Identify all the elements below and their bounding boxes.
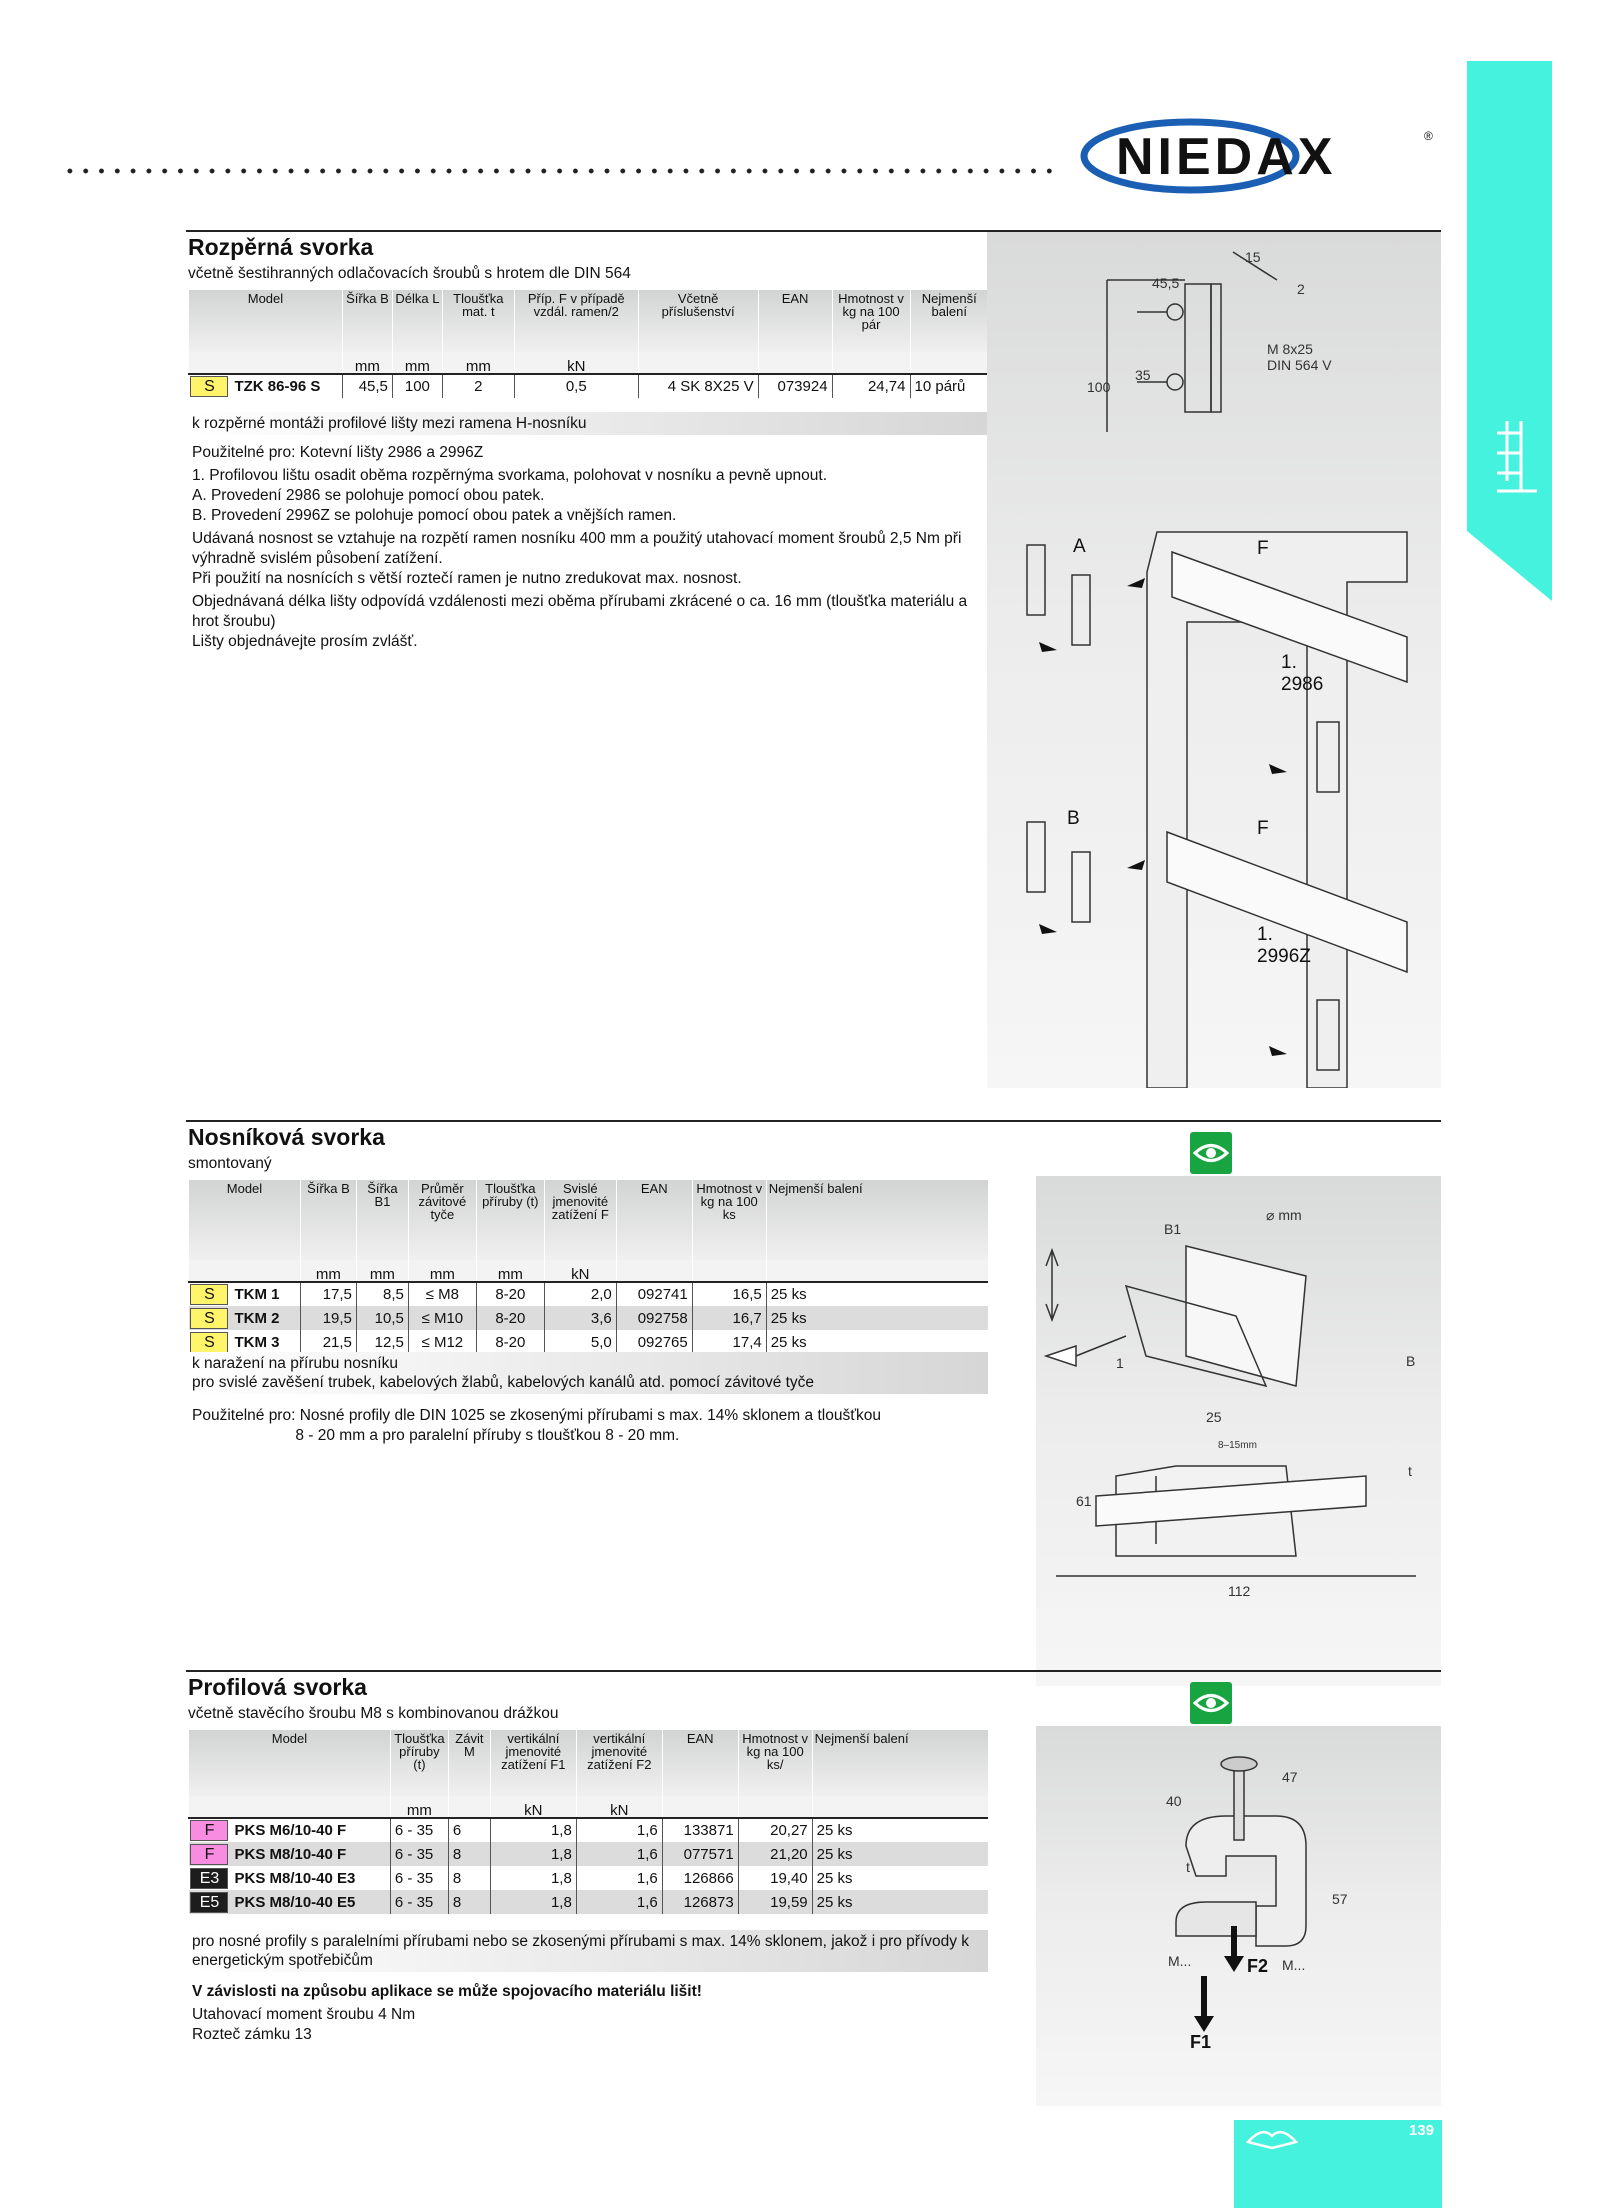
col-header: Hmotnost v kg na 100 ks (692, 1180, 766, 1260)
section-rozperna-svorka (186, 230, 1441, 1090)
section-subtitle: včetně stavěcího šroubu M8 s kombinovanou drážkou (188, 1705, 559, 1722)
col-header: vertikální jmenovité zatížení F1 (490, 1730, 576, 1796)
tray-icon (1242, 2120, 1302, 2160)
col-header: Model (189, 1730, 391, 1796)
table-row: E3 PKS M8/10-40 E3 6 - 35 8 1,8 1,6 126866 19,40 25 ks (189, 1866, 989, 1890)
eye-icon[interactable] (1190, 1132, 1232, 1174)
model-cell: TKM 2 (230, 1306, 300, 1330)
section-nosnikova-svorka (186, 1120, 1441, 1640)
dim-label: 25 (1206, 1409, 1222, 1425)
unit: mm (392, 352, 442, 374)
force-label: F (1257, 818, 1269, 839)
dim-label: 1 (1116, 1355, 1124, 1371)
dim-label: B1 (1164, 1221, 1182, 1237)
spec-table (188, 1180, 988, 1354)
dim-label: 35 (1135, 367, 1151, 383)
table-row: F PKS M6/10-40 F 6 - 35 6 1,8 1,6 133871 20,27 25 ks (189, 1818, 989, 1842)
product-figure (1036, 1176, 1441, 1686)
unit: kN (514, 352, 638, 374)
table-row: S TKM 2 19,5 10,5 ≤ M10 8-20 3,6 092758 16,7 25 ks (189, 1306, 989, 1330)
dim-label: 57 (1332, 1891, 1348, 1907)
variant-a-label: A (1073, 536, 1086, 557)
col-header: EAN (662, 1730, 738, 1796)
dim-label: B (1406, 1353, 1416, 1369)
col-header: vertikální jmenovité zatížení F2 (576, 1730, 662, 1796)
unit: kN (544, 1260, 616, 1282)
availability-tag: F (190, 1820, 228, 1841)
part-label: 2996Z (1257, 946, 1311, 967)
spec-table (188, 290, 988, 398)
unit: mm (408, 1260, 476, 1282)
page-number: 139 (1408, 2122, 1434, 2139)
brand-name: NIEDAX (1116, 128, 1337, 186)
section-title: Rozpěrná svorka (188, 234, 374, 260)
screw-label: M 8x25 (1267, 341, 1313, 357)
unit: mm (390, 1796, 448, 1818)
dotted-rule (62, 168, 1062, 174)
din-label: DIN 564 V (1267, 357, 1332, 373)
usage-band: k rozpěrné montáži profilové lišty mezi ramena H-nosníku (188, 412, 988, 435)
col-header: Hmotnost v kg na 100 pár (832, 290, 910, 352)
col-header: EAN (616, 1180, 692, 1260)
col-header: Šířka B (300, 1180, 356, 1260)
col-header: Tloušťka příruby (t) (476, 1180, 544, 1260)
col-header: EAN (758, 290, 832, 352)
table-row: S TZK 86-96 S 45,5 100 2 0,5 4 SK 8X25 V 073924 24,74 10 párů (189, 374, 989, 398)
col-header: Tloušťka mat. t (442, 290, 514, 352)
dim-label: 15 (1245, 249, 1261, 265)
dim-label: M... (1168, 1953, 1192, 1969)
force-f1-label: F1 (1190, 2032, 1212, 2052)
col-header: Průměr závitové tyče (408, 1180, 476, 1260)
usage-band: pro nosné profily s paralelními přírubami nebo se zkosenými přírubami s max. 14% sklonem, jakož i pro přívody k energetickým spotřebičům (188, 1930, 988, 1972)
col-header: Hmotnost v kg na 100 ks/ (738, 1730, 812, 1796)
dim-label: 112 (1228, 1583, 1251, 1599)
brand-mark: ® (1424, 129, 1433, 143)
product-figure (987, 232, 1441, 1088)
dim-label: 40 (1166, 1793, 1182, 1809)
model-cell: PKS M8/10-40 F (230, 1842, 390, 1866)
availability-tag: S (190, 1284, 228, 1305)
model-cell: TKM 3 (234, 1333, 280, 1351)
section-subtitle: včetně šestihranných odlačovacích šroubů s hrotem dle DIN 564 (188, 265, 631, 282)
model-cell: TKM 1 (234, 1286, 280, 1303)
notes: V závislosti na způsobu aplikace se může spojovacího materiálu lišit! Utahovací moment šroubu 4 Nm Rozteč zámku 13 (192, 1983, 702, 2043)
col-header: Model (189, 290, 343, 352)
unit: mm (442, 352, 514, 374)
section-rule (186, 1670, 1441, 1672)
dim-label: 61 (1076, 1493, 1092, 1509)
table-row: F PKS M8/10-40 F 6 - 35 8 1,8 1,6 077571 21,20 25 ks (189, 1842, 989, 1866)
unit: kN (490, 1796, 576, 1818)
col-header: Nejmenší balení (910, 290, 988, 352)
availability-tag: E5 (190, 1892, 228, 1913)
part-label: 2986 (1281, 674, 1324, 695)
col-header: Šířka B (342, 290, 392, 352)
availability-tag: S (190, 1308, 228, 1329)
col-header: Příp. F v případě vzdál. ramen/2 (514, 290, 638, 352)
table-row: E5 PKS M8/10-40 E5 6 - 35 8 1,8 1,6 126873 19,59 25 ks (189, 1890, 989, 1914)
col-header: Nejmenší balení (812, 1730, 988, 1796)
availability-tag: E3 (190, 1868, 228, 1889)
model-cell: PKS M8/10-40 E5 (230, 1890, 390, 1914)
table-row: S TKM 1 17,5 8,5 ≤ M8 8-20 2,0 092741 16,5 25 ks (189, 1282, 989, 1306)
model-cell: PKS M6/10-40 F (234, 1822, 347, 1839)
unit: mm (342, 352, 392, 374)
col-header: Tloušťka příruby (t) (390, 1730, 448, 1796)
unit: mm (356, 1260, 408, 1282)
page-footer-tab (1234, 2120, 1442, 2208)
chapter-tab (1467, 61, 1552, 601)
availability-tag: F (190, 1844, 228, 1865)
col-header: Model (189, 1180, 301, 1260)
col-header: Délka L (392, 290, 442, 352)
variant-b-label: B (1067, 808, 1080, 829)
col-header: Šířka B1 (356, 1180, 408, 1260)
dim-label: ⌀ mm (1266, 1207, 1302, 1223)
notes: Použitelné pro: Nosné profily dle DIN 1025 se zkosenými přírubami s max. 14% sklonem a tloušťkou 8 - 20 mm a pro paralelní příruby s tloušťkou 8 - 20 mm. (192, 1407, 881, 1444)
force-label: F (1257, 538, 1269, 559)
scale-label: 8–15mm (1218, 1440, 1257, 1451)
dim-label: 2 (1297, 281, 1305, 297)
availability-tag: S (190, 1332, 228, 1353)
model-cell: PKS M8/10-40 E3 (234, 1869, 356, 1887)
step-label: 1. (1281, 652, 1297, 673)
product-figure (1036, 1726, 1441, 2106)
dim-label: 45,5 (1152, 275, 1180, 291)
availability-tag: S (190, 376, 228, 397)
niedax-logo (1080, 116, 1444, 196)
section-title: Profilová svorka (188, 1674, 367, 1700)
col-header: Svislé jmenovité zatížení F (544, 1180, 616, 1260)
step-label: 1. (1257, 924, 1273, 945)
eye-icon[interactable] (1190, 1682, 1232, 1724)
usage-band: k naražení na přírubu nosníku pro svislé zavěšení trubek, kabelových žlabů, kabelových kanálů atd. pomocí závitové tyče (188, 1352, 988, 1394)
model-cell: TZK 86-96 S (234, 378, 321, 395)
table-row: S TKM 3 21,5 12,5 ≤ M12 8-20 5,0 092765 17,4 25 ks (189, 1330, 989, 1354)
col-header: Závit M (448, 1730, 490, 1796)
col-header: Nejmenší balení (766, 1180, 988, 1260)
dim-label: t (1186, 1859, 1190, 1875)
section-profilova-svorka (186, 1670, 1441, 2110)
notes: Použitelné pro: Kotevní lišty 2986 a 2996Z 1. Profilovou lištu osadit oběma rozpěrnýma svorkama, polohovat v nosníku a pevně upnout. A. Provedení 2986 se polohuje pomocí obou patek. B. Provedení 2996Z se polohuje pomocí obou patek a vnějších ramen. Udávaná nosnost se vztahuje na rozpětí ramen nosníku 400 mm a použitý utahovací moment šroubů 2,5 Nm při výhradně svislém působení zatížení. Při použití na nosnících s větší roztečí ramen je nutno zredukovat max. nosnost. Objednávaná délka lišty odpovídá vzdálenosti mezi oběma přírubami zkrácené o ca. 16 mm (tloušťka materiálu a hrot šroubu) Lišty objednávejte prosím zvlášť. (192, 444, 968, 650)
force-f2-label: F2 (1247, 1956, 1269, 1976)
dim-label: M... (1282, 1957, 1306, 1973)
section-title: Nosníková svorka (188, 1124, 385, 1150)
spec-table (188, 1730, 988, 1914)
unit: mm (476, 1260, 544, 1282)
section-rule (186, 1120, 1441, 1122)
dim-label: 47 (1282, 1769, 1298, 1785)
section-subtitle: smontovaný (188, 1155, 272, 1172)
dim-label: t (1408, 1463, 1412, 1479)
col-header: Včetně příslušenství (638, 290, 758, 352)
dim-label: 100 (1087, 379, 1111, 395)
unit: kN (576, 1796, 662, 1818)
unit: mm (300, 1260, 356, 1282)
